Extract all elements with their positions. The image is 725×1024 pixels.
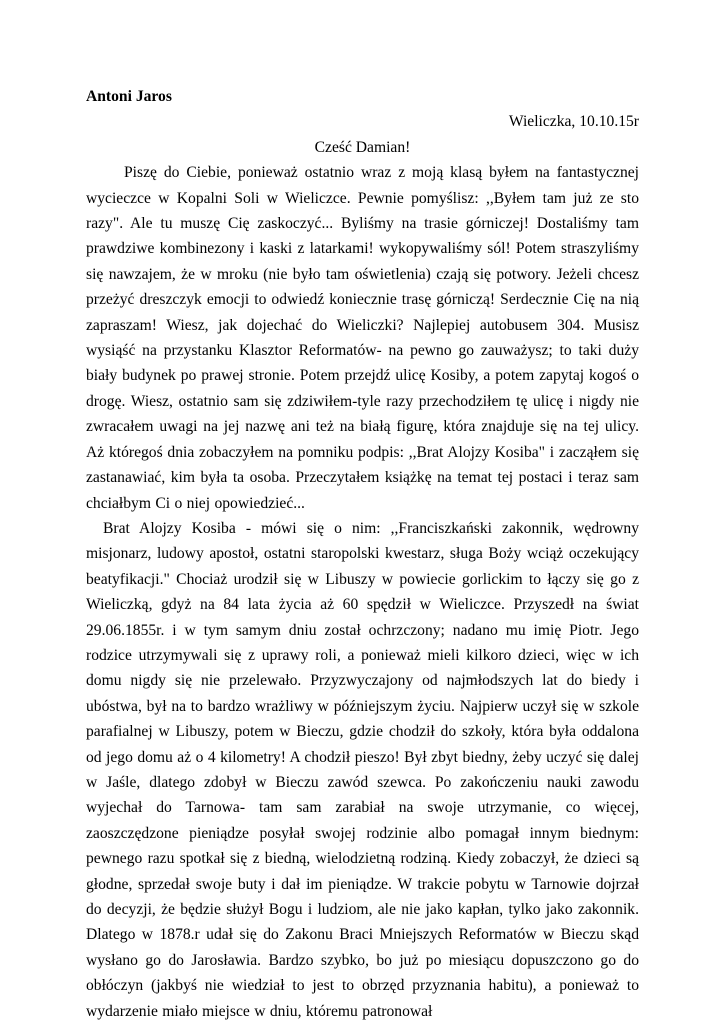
paragraph-biography: Brat Alojzy Kosiba - mówi się o nim: ,,Franciszkański zakonnik, wędrowny misjonarz, ludowy apostoł, ostatni staropolski kwestarz, sługa Boży wciąż oczekujący beatyfikacji." Chociaż urodził się w Libuszy w powiecie gorlickim to łączy się go z Wieliczką, gdyż na 84 lata życia aż 60 spędził w Wieliczce. Przyszedł na świat 29.06.1855r. i w tym samym dniu został ochrzczony; nadano mu imię Piotr. Jego rodzice utrzymywali się z uprawy roli, a ponieważ mieli kilkoro dzieci, więc w ich domu nigdy się nie przelewało. Przyzwyczajony od najmłodszych lat do biedy i ubóstwa, był na to bardzo wrażliwy w późniejszym życiu. Najpierw uczył się w szkole parafialnej w Libuszy, potem w Bieczu, gdzie chodził do szkoły, która była oddalona od jego domu aż o 4 kilometry! A chodził pieszo! Był zbyt biedny, żeby uczyć się dalej w Jaśle, dlatego zdobył w Bieczu zawód szewca. Po zakończeniu nauki zawodu wyjechał do Tarnowa- tam sam zarabiał na swoje utrzymanie, co więcej, zaoszczędzone pieniądze posyłał swojej rodzinie albo pomagał innym biednym: pewnego razu spotkał się z biedną, wielodzietną rodziną. Kiedy zobaczył, że dzieci są głodne, sprzedał swoje buty i dał im pieniądze. W trakcie pobytu w Tarnowie dojrzał do decyzji, że będzie służył Bogu i ludziom, ale nie jako kapłan, tylko jako zakonnik. Dlatego w 1878.r udał się do Zakonu Braci Mniejszych Reformatów w Bieczu skąd wysłano go do Jarosławia. Bardzo szybko, bo już po miesiącu dopuszczono go do obłóczyn (jakbyś nie wiedział to jest to obrzęd przyznania habitu), a ponieważ to wydarzenie miało miejsce w dniu, któremu patronował	[86, 519, 639, 1020]
author-name: Antoni Jaros	[86, 88, 172, 105]
paragraph-intro: Piszę do Ciebie, ponieważ ostatnio wraz z moją klasą byłem na fantastycznej wycieczce w Kopalni Soli w Wieliczce. Pewnie pomyślisz: ,,Byłem tam już ze sto razy". Ale tu muszę Cię zaskoczyć... Byliśmy na trasie górniczej! Dostaliśmy tam prawdziwe kombinezony i kaski z latarkami! wykopywaliśmy sól! Potem straszyliśmy się nawzajem, że w mroku (nie było tam oświetlenia) czają się potwory. Jeżeli chcesz przeżyć dreszczyk emocji to odwiedź koniecznie trasę górniczą! Serdecznie Cię na nią zapraszam! Wiesz, jak dojechać do Wieliczki? Najlepiej autobusem 304. Musisz wysiąść na przystanku Klasztor Reformatów- na pewno go zauważysz; to taki duży biały budynek po prawej stronie. Potem przejdź ulicę Kosiby, a potem zapytaj kogoś o drogę. Wiesz, ostatnio sam się zdziwiłem-tyle razy przechodziłem tę ulicę i nigdy nie zwracałem uwagi na jej nazwę ani też na białą figurę, która znajduje się na tej ulicy. Aż któregoś dnia zobaczyłem na pomniku podpis: ,,Brat Alojzy Kosiba" i zacząłem się zastanawiać, kim była ta osoba. Przeczytałem książkę na temat tej postaci i teraz sam chciałbym Ci o niej opowiedzieć...	[86, 164, 639, 512]
letter-page	[86, 84, 639, 1024]
greeting: Cześć Damian!	[314, 138, 411, 156]
place-and-date: Wieliczka, 10.10.15r	[508, 113, 639, 131]
